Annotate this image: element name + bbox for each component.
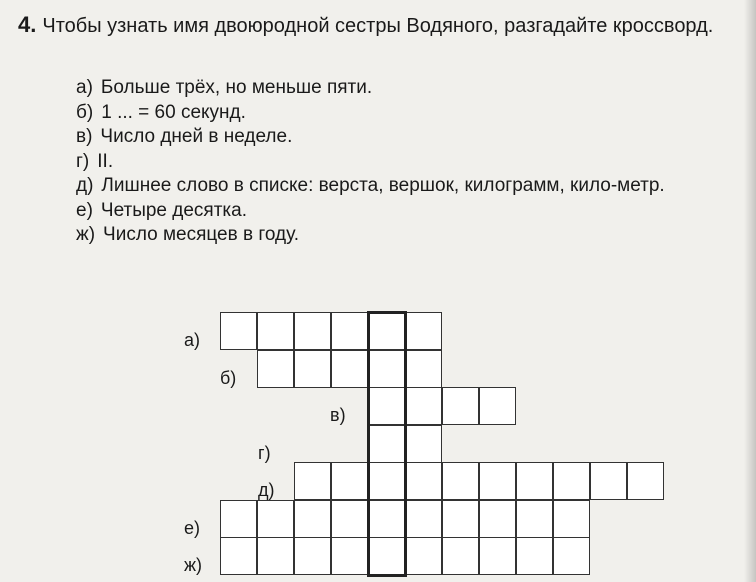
crossword-cell[interactable] [405,312,442,350]
crossword-cell[interactable] [553,462,590,500]
crossword-cell[interactable] [220,312,257,350]
crossword-cell[interactable] [479,537,516,575]
crossword-cell[interactable] [331,500,368,538]
crossword-row-label: б) [220,367,237,388]
clue-text: Лишнее слово в списке: верста, вершок, килограмм, кило-метр. [101,175,665,196]
crossword-cell[interactable] [627,462,664,500]
crossword-cell[interactable] [516,537,553,575]
crossword-row-label: д) [258,480,275,500]
crossword-row-label: е) [184,517,201,538]
clue-label: д) [76,175,94,196]
crossword-cell[interactable] [553,537,590,575]
crossword-cell[interactable] [553,500,590,538]
crossword-cell[interactable] [257,350,294,388]
crossword-cell[interactable] [479,462,516,500]
clue-text: Число дней в неделе. [100,126,293,147]
clue-text: II. [97,150,114,172]
crossword-cell[interactable] [257,500,294,538]
crossword-cell[interactable] [294,312,331,350]
clue-text: 1 ... = 60 секунд. [101,101,246,123]
crossword-cell[interactable] [294,537,331,575]
crossword-cell[interactable] [479,387,516,425]
crossword-cell[interactable] [405,537,442,575]
crossword-cell[interactable] [590,462,627,500]
crossword-cell[interactable] [220,537,257,575]
crossword-cell[interactable] [294,462,331,500]
crossword-cell[interactable] [405,462,442,500]
crossword-cell[interactable] [405,425,442,463]
crossword-cell[interactable] [405,500,442,538]
clue-label: ж) [76,224,96,245]
crossword-cell[interactable] [442,537,479,575]
clue-text: Число месяцев в году. [103,224,299,245]
clue-label: г) [76,150,90,172]
crossword-cell[interactable] [405,350,442,388]
crossword-cell[interactable] [479,500,516,538]
crossword-cell[interactable] [331,462,368,500]
crossword-key-column [367,311,407,577]
crossword-cell[interactable] [331,350,368,388]
clue-text: Четыре десятка. [100,199,247,221]
crossword-cell[interactable] [220,500,257,538]
task-number: 4. [18,12,37,37]
crossword-cell[interactable] [442,500,479,538]
crossword-cell[interactable] [442,387,479,425]
crossword-row-label: а) [184,330,201,350]
clue-label: е) [76,199,93,221]
crossword-cell[interactable] [257,312,294,350]
crossword-cell[interactable] [442,462,479,500]
crossword-cell[interactable] [331,537,368,575]
crossword-cell[interactable] [405,387,442,425]
clue-text: Больше трёх, но меньше пяти. [100,77,373,98]
crossword-cell[interactable] [257,537,294,575]
crossword-cell[interactable] [331,312,368,350]
crossword-cell[interactable] [294,350,331,388]
crossword-cell[interactable] [516,462,553,500]
crossword-cell[interactable] [294,500,331,538]
clue-label: а) [76,77,93,98]
crossword-row-label: в) [330,405,346,425]
task-title-text: Чтобы узнать имя двоюродной сестры Водяного, разгадайте кроссворд. [42,15,714,37]
crossword-cell[interactable] [516,500,553,538]
clue-label: б) [76,101,94,123]
crossword-row-label: г) [258,442,271,463]
clue-label: в) [76,126,93,147]
crossword-row-label: ж) [184,555,203,575]
